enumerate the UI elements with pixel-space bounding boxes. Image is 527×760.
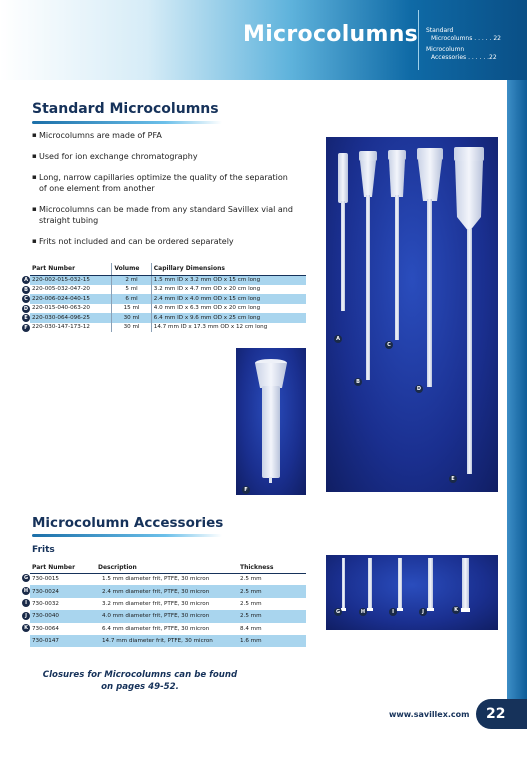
microcolumns-illustration [326,137,498,492]
row-tag: G [23,575,29,581]
table-row [30,313,306,323]
toc-line: Microcolumn [426,46,465,53]
description: 6.4 mm diameter frit, PTFE, 30 micron [102,625,210,632]
row-tag: B [22,286,30,294]
column-header: Thickness [238,562,306,573]
page-number: 22 [476,699,527,729]
description: 3.2 mm diameter frit, PTFE, 30 micron [102,600,210,607]
microcolumn-f-illustration [236,348,306,495]
photo-label: F [242,486,250,494]
volume: 6 ml [112,294,151,304]
part-number: 220-030-064-096-25 [30,313,112,323]
thickness: 2.5 mm [240,600,262,607]
part-number: 730-0147 [30,635,96,647]
table-row [30,285,306,295]
part-number: 730-0040 [30,610,96,622]
microcolumn-a [338,153,348,311]
table-row [30,323,306,333]
volume: 15 ml [112,304,151,314]
description: 14.7 mm diameter frit, PTFE, 30 micron [96,635,238,647]
decorative-side-strip [507,80,527,700]
list-item: ▪ Microcolumns are made of PFA [32,130,297,141]
row-tag: D [23,305,29,312]
capillary-dimensions: 2.4 mm ID x 4.0 mm OD x 15 cm long [151,294,306,304]
table-row [30,585,306,597]
list-item: ▪ Microcolumns can be made from any standard Savillex vial and straight tubing [32,204,297,226]
section-title-accessories: Microcolumn Accessories [32,515,224,531]
thickness: 2.5 mm [240,576,262,583]
capillary-dimensions: 6.4 mm ID x 9.6 mm OD x 25 cm long [151,313,306,323]
thickness: 2.5 mm [238,610,306,622]
row-tag: I [22,599,30,607]
photo-label: H [360,609,366,615]
table-header-row [30,562,306,573]
photo-label: K [452,606,460,614]
photo-label: D [416,386,422,392]
microcolumn-b [359,151,377,380]
capillary-dimensions: 4.0 mm ID x 6.3 mm OD x 20 cm long [151,304,306,314]
table-row [30,304,306,314]
toc-line: Standard [426,27,454,34]
photo-label: G [335,609,341,615]
frits-photo [326,555,498,630]
row-tag: J [22,612,30,620]
table-row [30,623,306,635]
photo-label: E [449,475,457,483]
table-row [30,635,306,647]
toc-item-accessories[interactable] [426,46,501,61]
row-tag: F [22,324,30,332]
column-header: Volume [112,263,151,275]
volume: 30 ml [112,313,151,323]
table-row [30,610,306,622]
part-number: 220-005-032-047-20 [32,286,90,293]
microcolumns-table [30,263,306,332]
column-header: Part Number [30,562,96,573]
row-tag: H [23,587,29,594]
microcolumn-e [454,147,484,474]
table-row [30,275,306,285]
feature-list [32,130,297,257]
capillary-dimensions: 3.2 mm ID x 4.7 mm OD x 20 cm long [151,285,306,295]
header-divider [418,10,419,70]
row-tag: E [22,314,30,322]
part-number: 220-030-147-173-12 [32,324,90,331]
table-of-contents [426,27,501,65]
table-row [30,294,306,304]
frits-table [30,562,306,647]
part-number: 220-015-040-063-20 [32,305,90,312]
table-row [30,573,306,585]
toc-line: Microcolumns . . . . . 22 [431,34,501,42]
table-header-row [30,263,306,275]
frits-subtitle: Frits [32,545,55,555]
page-title: Microcolumns [243,22,419,47]
column-header: Part Number [30,263,112,275]
list-item: ▪ Frits not included and can be ordered separately [32,236,297,247]
photo-label: C [385,341,393,349]
toc-item-standard[interactable] [426,27,501,42]
section-title-standard: Standard Microcolumns [32,101,219,117]
capillary-dimensions: 1.5 mm ID x 3.2 mm OD x 15 cm long [151,275,306,285]
title-underline [32,121,222,124]
toc-line: Accessories . . . . . .22 [431,53,497,61]
volume: 2 ml [112,275,151,285]
row-tag: A [22,276,30,284]
title-underline [32,534,222,537]
microcolumns-photo [326,137,498,492]
list-item: ▪ Long, narrow capillaries optimize the quality of the separation of one element from another [32,172,297,194]
thickness: 8.4 mm [240,625,262,632]
column-header: Capillary Dimensions [151,263,306,275]
table-row [30,598,306,610]
row-tag: K [22,624,30,632]
description: 1.5 mm diameter frit, PTFE, 30 micron [102,576,210,583]
row-tag: C [22,295,30,303]
microcolumn-d [417,148,443,387]
volume: 30 ml [112,323,151,333]
description: 2.4 mm diameter frit, PTFE, 30 micron [96,585,238,597]
part-number: 730-0064 [32,625,59,632]
list-item: ▪ Used for ion exchange chromatography [32,151,297,162]
closures-note: Closures for Microcolumns can be found on pages 49-52. [42,670,238,692]
photo-label: J [419,608,427,616]
photo-label: B [354,378,362,386]
part-number: 730-0024 [30,585,96,597]
part-number: 220-006-024-040-15 [30,294,112,304]
header-banner [0,0,527,80]
capillary-dimensions: 14.7 mm ID x 17.3 mm OD x 12 cm long [151,323,306,333]
part-number: 220-002-015-032-15 [30,275,112,285]
photo-label: A [334,335,342,343]
thickness: 1.6 mm [238,635,306,647]
photo-label: I [389,608,397,616]
microcolumn-c [388,150,406,340]
part-number: 730-0015 [32,576,59,583]
description: 4.0 mm diameter frit, PTFE, 30 micron [96,610,238,622]
frits-illustration [326,555,498,630]
microcolumn-f-photo [236,348,306,495]
thickness: 2.5 mm [238,585,306,597]
part-number: 730-0032 [32,600,59,607]
column-header: Description [96,562,238,573]
website-link[interactable]: www.savillex.com [389,710,470,719]
volume: 5 ml [112,285,151,295]
